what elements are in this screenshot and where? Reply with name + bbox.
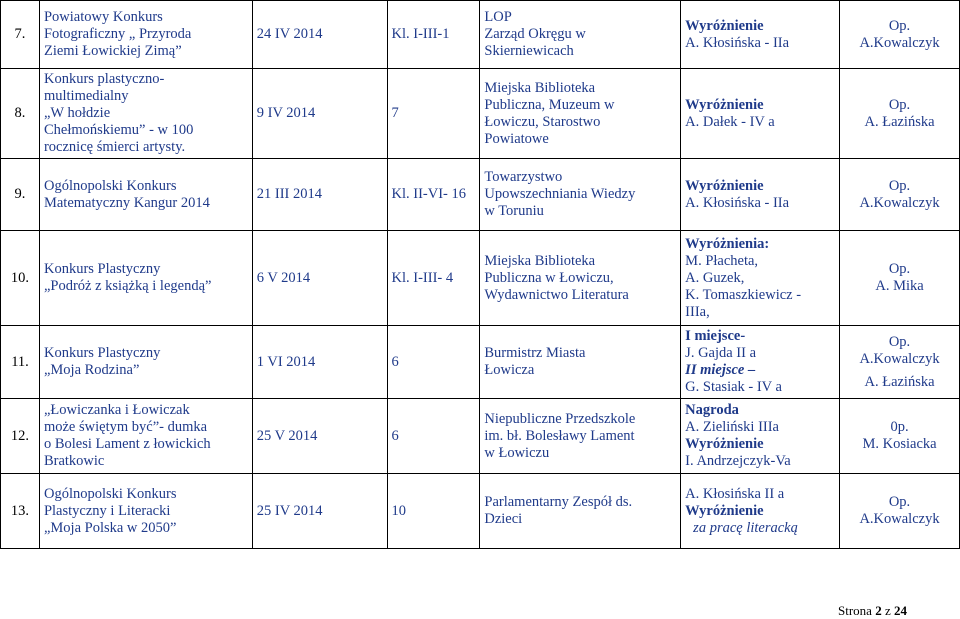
award: Wyróżnienia: M. Płacheta, A. Guzek, K. Tomaszkiewicz - IIIa, bbox=[681, 231, 840, 326]
award: Wyróżnienie A. Kłosińska - IIa bbox=[681, 1, 840, 69]
class-info: Kl. I-III-1 bbox=[387, 1, 480, 69]
teacher: 0p. M. Kosiacka bbox=[840, 399, 960, 474]
contest-date: 25 V 2014 bbox=[252, 399, 387, 474]
contest-title: Ogólnopolski Konkurs Plastyczny i Literacki „Moja Polska w 2050” bbox=[39, 474, 252, 549]
contest-date: 24 IV 2014 bbox=[252, 1, 387, 69]
page-separator: z bbox=[884, 603, 891, 618]
teacher: Op. A.Kowalczyk bbox=[840, 474, 960, 549]
row-number: 12. bbox=[1, 399, 40, 474]
teacher: Op. A. Mika bbox=[840, 231, 960, 326]
row-number: 11. bbox=[1, 326, 40, 399]
class-info: 7 bbox=[387, 69, 480, 159]
page-label: Strona bbox=[838, 603, 872, 618]
contest-title: Powiatowy Konkurs Fotograficzny „ Przyroda Ziemi Łowickiej Zimą” bbox=[39, 1, 252, 69]
table-row bbox=[1, 1, 960, 69]
table-row bbox=[1, 231, 960, 326]
current-page: 2 bbox=[875, 603, 882, 618]
contest-date: 6 V 2014 bbox=[252, 231, 387, 326]
row-number: 8. bbox=[1, 69, 40, 159]
organizer: Parlamentarny Zespół ds. Dzieci bbox=[480, 474, 681, 549]
table-row bbox=[1, 474, 960, 549]
page-footer bbox=[838, 603, 907, 619]
table-row bbox=[1, 399, 960, 474]
row-number: 9. bbox=[1, 159, 40, 231]
class-info: 6 bbox=[387, 399, 480, 474]
organizer: Niepubliczne Przedszkole im. bł. Bolesławy Lament w Łowiczu bbox=[480, 399, 681, 474]
award: Wyróżnienie A. Dałek - IV a bbox=[681, 69, 840, 159]
contest-title: Konkurs plastyczno- multimedialny „W hołdzie Chełmońskiemu” - w 100 rocznicę śmierci artysty. bbox=[39, 69, 252, 159]
contest-date: 1 VI 2014 bbox=[252, 326, 387, 399]
class-info: Kl. I-III- 4 bbox=[387, 231, 480, 326]
row-number: 10. bbox=[1, 231, 40, 326]
award: A. Kłosińska II a Wyróżnienie za pracę literacką bbox=[681, 474, 840, 549]
class-info: Kl. II-VI- 16 bbox=[387, 159, 480, 231]
award: Nagroda A. Zieliński IIIa Wyróżnienie I. Andrzejczyk-Va bbox=[681, 399, 840, 474]
table-row bbox=[1, 159, 960, 231]
row-number: 13. bbox=[1, 474, 40, 549]
contest-title: Ogólnopolski Konkurs Matematyczny Kangur 2014 bbox=[39, 159, 252, 231]
organizer: Towarzystwo Upowszechniania Wiedzy w Toruniu bbox=[480, 159, 681, 231]
class-info: 10 bbox=[387, 474, 480, 549]
contest-date: 21 III 2014 bbox=[252, 159, 387, 231]
teacher: Op. A.Kowalczyk bbox=[840, 159, 960, 231]
award: I miejsce- J. Gajda II a II miejsce – G. Stasiak - IV a bbox=[681, 326, 840, 399]
total-pages: 24 bbox=[893, 603, 907, 618]
contest-title: Konkurs Plastyczny „Podróż z książką i legendą” bbox=[39, 231, 252, 326]
organizer: Burmistrz Miasta Łowicza bbox=[480, 326, 681, 399]
award: Wyróżnienie A. Kłosińska - IIa bbox=[681, 159, 840, 231]
contest-date: 9 IV 2014 bbox=[252, 69, 387, 159]
teacher: Op. A. Łazińska bbox=[840, 69, 960, 159]
table-row bbox=[1, 69, 960, 159]
teacher: Op. A.Kowalczyk bbox=[840, 1, 960, 69]
organizer: LOP Zarząd Okręgu w Skierniewicach bbox=[480, 1, 681, 69]
teacher: Op. A.Kowalczyk A. Łazińska bbox=[840, 326, 960, 399]
organizer: Miejska Biblioteka Publiczna, Muzeum w Łowiczu, Starostwo Powiatowe bbox=[480, 69, 681, 159]
class-info: 6 bbox=[387, 326, 480, 399]
organizer: Miejska Biblioteka Publiczna w Łowiczu, Wydawnictwo Literatura bbox=[480, 231, 681, 326]
contest-title: Konkurs Plastyczny „Moja Rodzina” bbox=[39, 326, 252, 399]
contest-date: 25 IV 2014 bbox=[252, 474, 387, 549]
contest-title: „Łowiczanka i Łowiczak może świętym być”- dumka o Bolesi Lament z łowickich Bratkowic bbox=[39, 399, 252, 474]
table-row bbox=[1, 326, 960, 399]
row-number: 7. bbox=[1, 1, 40, 69]
